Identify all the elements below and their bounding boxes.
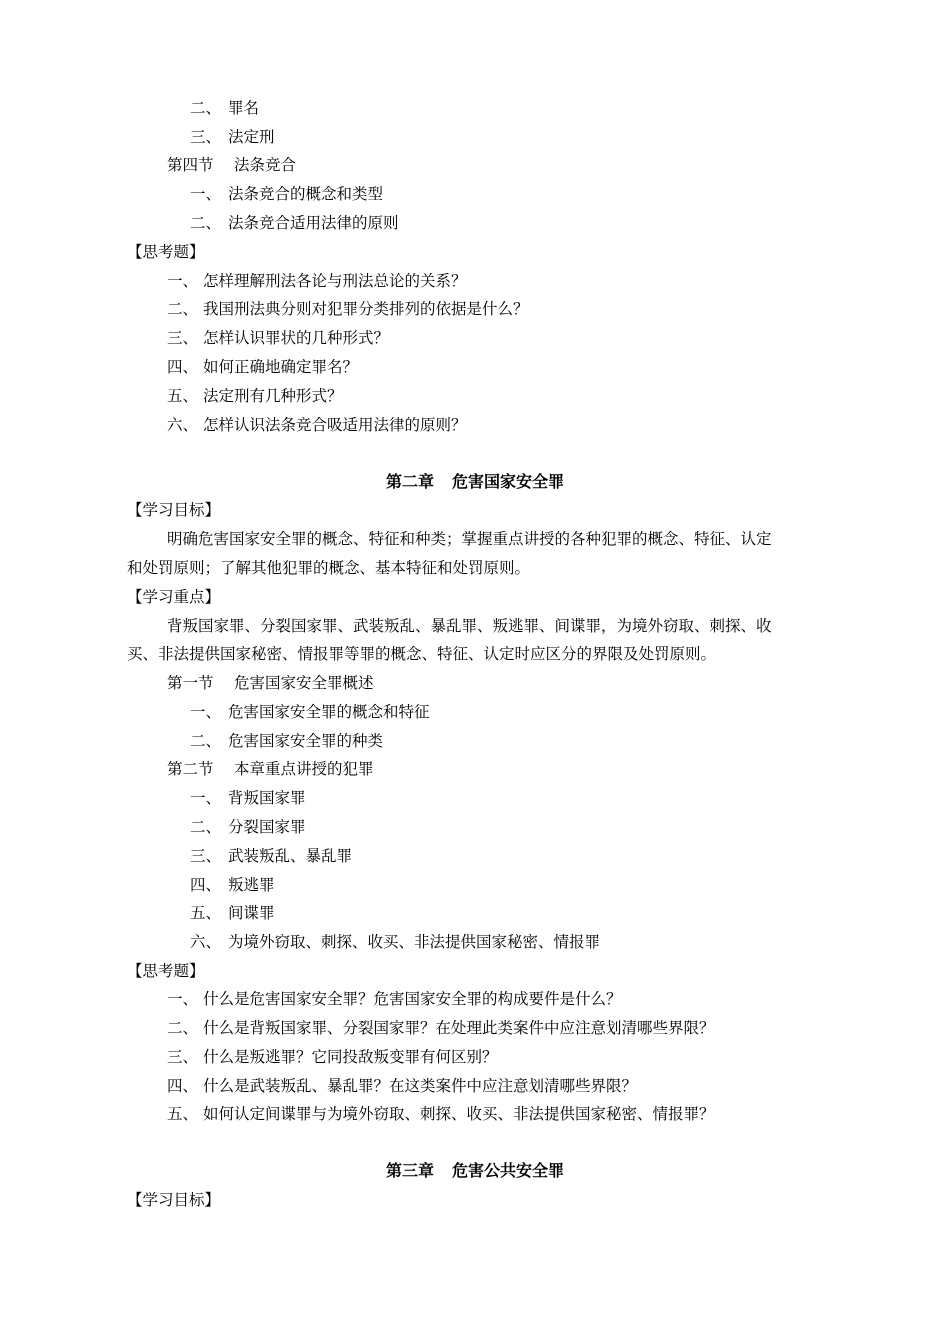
paragraph-line: 买、非法提供国家秘密、情报罪等罪的概念、特征、认定时应区分的界限及处罚原则。 — [127, 645, 717, 663]
paragraph-line: 和处罚原则；了解其他犯罪的概念、基本特征和处罚原则。 — [127, 559, 531, 577]
section-heading: 第一节 危害国家安全罪概述 — [167, 674, 374, 692]
question-item: 五、 法定刑有几种形式？ — [167, 387, 343, 405]
outline-item: 四、 叛逃罪 — [190, 876, 275, 894]
question-item: 二、 我国刑法典分则对犯罪分类排列的依据是什么？ — [167, 300, 529, 318]
paragraph-line: 明确危害国家安全罪的概念、特征和种类；掌握重点讲授的各种犯罪的概念、特征、认定 — [167, 530, 772, 548]
outline-item: 二、 法条竞合适用法律的原则 — [190, 214, 399, 232]
outline-item: 一、 法条竞合的概念和类型 — [190, 185, 384, 203]
outline-item: 三、 武装叛乱、暴乱罪 — [190, 847, 353, 865]
section-heading: 第四节 法条竞合 — [167, 156, 297, 174]
chapter-title: 第三章 危害公共安全罪 — [385, 1161, 565, 1180]
section-heading: 第二节 本章重点讲授的犯罪 — [167, 760, 374, 778]
question-item: 三、 怎样认识罪状的几种形式？ — [167, 329, 390, 347]
outline-item: 二、 罪名 — [190, 99, 260, 117]
paragraph-line: 背叛国家罪、分裂国家罪、武装叛乱、暴乱罪、叛逃罪、间谍罪，为境外窃取、刺探、收 — [167, 617, 772, 635]
outline-item: 五、 间谍罪 — [190, 904, 275, 922]
question-item: 一、 什么是危害国家安全罪？危害国家安全罪的构成要件是什么？ — [167, 990, 622, 1008]
outline-item: 一、 危害国家安全罪的概念和特征 — [190, 703, 430, 721]
question-item: 四、 什么是武装叛乱、暴乱罪？在这类案件中应注意划清哪些界限？ — [167, 1077, 638, 1095]
outline-item: 三、 法定刑 — [190, 128, 275, 146]
outline-item: 二、 分裂国家罪 — [190, 818, 306, 836]
question-item: 三、 什么是叛逃罪？它同投敌叛变罪有何区别？ — [167, 1048, 498, 1066]
learning-goals-label: 【学习目标】 — [127, 1191, 221, 1209]
question-item: 六、 怎样认识法条竞合吸适用法律的原则？ — [167, 416, 467, 434]
question-item: 四、 如何正确地确定罪名？ — [167, 358, 359, 376]
thinking-questions-label: 【思考题】 — [127, 962, 205, 980]
chapter-title: 第二章 危害国家安全罪 — [385, 472, 565, 491]
thinking-questions-label: 【思考题】 — [127, 243, 205, 261]
question-item: 一、 怎样理解刑法各论与刑法总论的关系？ — [167, 272, 467, 290]
learning-goals-label: 【学习目标】 — [127, 501, 221, 519]
question-item: 五、 如何认定间谍罪与为境外窃取、刺探、收买、非法提供国家秘密、情报罪？ — [167, 1105, 715, 1123]
outline-item: 一、 背叛国家罪 — [190, 789, 306, 807]
question-item: 二、 什么是背叛国家罪、分裂国家罪？在处理此类案件中应注意划清哪些界限？ — [167, 1019, 715, 1037]
learning-focus-label: 【学习重点】 — [127, 588, 221, 606]
outline-item: 二、 危害国家安全罪的种类 — [190, 732, 384, 750]
outline-item: 六、 为境外窃取、刺探、收买、非法提供国家秘密、情报罪 — [190, 933, 601, 951]
